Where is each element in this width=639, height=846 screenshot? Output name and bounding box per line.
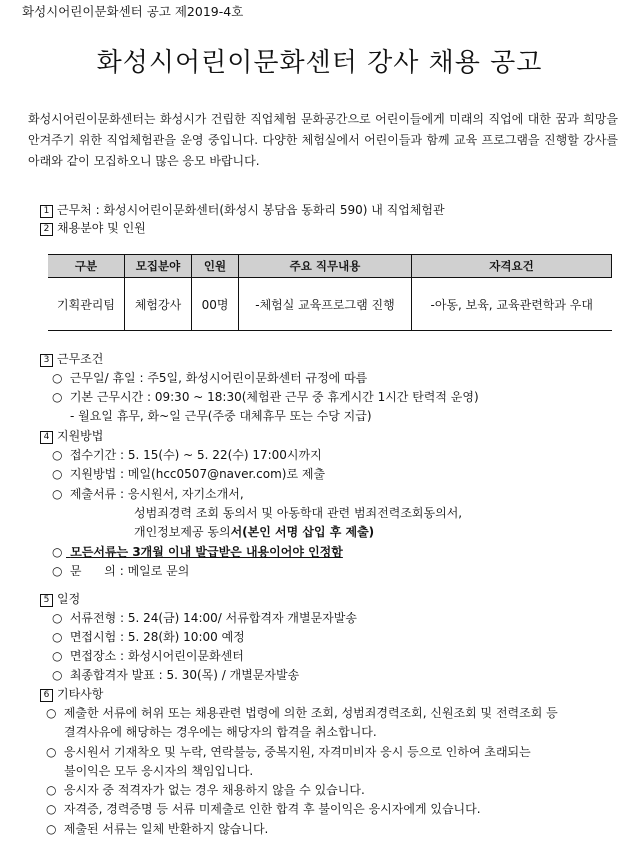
list-item xyxy=(52,628,245,645)
docs-text: 개인정보제공 동의 xyxy=(134,525,231,539)
bullet-icon: ○ xyxy=(52,611,63,625)
section-number: 1 xyxy=(40,205,53,218)
section-text: 일정 xyxy=(57,592,81,606)
bullet-icon: ○ xyxy=(46,745,57,759)
bullet-icon: ○ xyxy=(52,467,63,481)
table-header-cell: 구분 xyxy=(48,255,125,278)
section-number: 3 xyxy=(40,354,53,367)
section-apply xyxy=(40,427,103,444)
bullet-icon: ○ xyxy=(52,448,63,462)
section-text: 채용분야 및 인원 xyxy=(57,221,146,235)
list-item xyxy=(52,465,325,482)
section-text: 지원방법 xyxy=(57,429,104,443)
section-number: 2 xyxy=(40,223,53,236)
list-item-text: 면접장소 : 화성시어린이문화센터 xyxy=(69,649,244,663)
list-item xyxy=(52,562,189,579)
list-item-continuation: 불이익은 모두 응시자의 책임입니다. xyxy=(64,764,254,778)
list-item-text: 지원방법 : 메일(hcc0507@naver.com)로 제출 xyxy=(69,467,326,481)
list-item xyxy=(46,743,531,760)
list-item xyxy=(52,666,299,683)
section-number: 4 xyxy=(40,431,53,444)
document-number: 화성시어린이문화센터 공고 제2019-4호 xyxy=(22,4,244,19)
list-item xyxy=(46,781,365,798)
bullet-icon: ○ xyxy=(46,802,57,816)
table-header-cell: 자격요건 xyxy=(412,255,612,278)
section-number: 6 xyxy=(40,689,53,702)
table-cell: 00명 xyxy=(192,278,239,331)
list-item-text: 응시자 중 적격자가 없는 경우 채용하지 않을 수 있습니다. xyxy=(63,783,365,797)
list-item xyxy=(52,369,367,386)
section-text: 기타사항 xyxy=(57,687,104,701)
list-item-text: 응시원서 기재착오 및 누락, 연락불능, 중복지원, 자격미비자 응시 등으로 인하여 초래되는 xyxy=(63,745,531,759)
section-recruitment xyxy=(40,219,146,236)
intro-paragraph: 화성시어린이문화센터는 화성시가 건립한 직업체험 문화공간으로 어린이들에게 미래의 직업에 대한 꿈과 희망을 안겨주기 위한 직업체험관을 운영 중입니다. 다양한 체험실에서 어린이들과 함께 교육 프로그램을 진행할 강사를 아래와 같이 모집하오니 많은 응모 바랍니다. xyxy=(28,112,618,168)
bullet-icon: ○ xyxy=(52,487,63,501)
bullet-icon: ○ xyxy=(46,706,57,720)
table-header-row xyxy=(48,255,612,278)
section-other xyxy=(40,685,103,702)
list-item xyxy=(52,446,322,463)
table-cell: 기획관리팀 xyxy=(48,278,125,331)
section-conditions xyxy=(40,350,103,367)
list-item-text: 근무일/ 휴일 : 주5일, 화성시어린이문화센터 규정에 따름 xyxy=(69,371,368,385)
bullet-icon: ○ xyxy=(52,564,63,578)
bullet-icon: ○ xyxy=(52,649,63,663)
list-item-text: 제출한 서류에 허위 또는 채용관련 법령에 의한 조회, 성범죄경력조회, 신원조회 및 전력조회 등 xyxy=(63,706,558,720)
table-header-cell: 주요 직무내용 xyxy=(239,255,412,278)
list-item xyxy=(52,647,244,664)
list-item-text: 면접시험 : 5. 28(화) 10:00 예정 xyxy=(69,630,245,644)
docs-line xyxy=(134,523,374,540)
docs-line: 성범죄경력 조회 동의서 및 아동학대 관련 범죄전력조회동의서, xyxy=(134,506,463,520)
recruitment-table xyxy=(48,254,612,331)
list-item-text: 제출서류 : 응시원서, 자기소개서, xyxy=(69,487,244,501)
table-header-cell: 모집분야 xyxy=(125,255,192,278)
notice-text: 모든서류는 3개월 이내 발급받은 내용이어야 인정함 xyxy=(70,545,343,559)
list-subitem: - 월요일 휴무, 화~일 근무(주중 대체휴무 또는 수당 지급) xyxy=(70,409,372,423)
list-item-text: 최종합격자 발표 : 5. 30(목) / 개별문자발송 xyxy=(69,668,300,682)
list-item xyxy=(46,704,558,721)
table-header-cell: 인원 xyxy=(192,255,239,278)
list-item-text: 문 의 : 메일로 문의 xyxy=(69,564,190,578)
section-number: 5 xyxy=(40,594,53,607)
list-item-text: 서류전형 : 5. 24(금) 14:00/ 서류합격자 개별문자발송 xyxy=(69,611,357,625)
list-item xyxy=(46,800,481,817)
docs-emphasis: 서(본인 서명 삽입 후 제출) xyxy=(230,525,375,539)
bullet-icon: ○ xyxy=(52,371,63,385)
table-cell: -체험실 교육프로그램 진행 xyxy=(239,278,412,331)
bullet-icon: ○ xyxy=(46,822,57,836)
list-item-text: 접수기간 : 5. 15(수) ~ 5. 22(수) 17:00시까지 xyxy=(69,448,322,462)
list-item xyxy=(46,820,268,837)
table-cell: -아동, 보육, 교육관련학과 우대 xyxy=(412,278,612,331)
bullet-icon: ○ xyxy=(52,390,63,404)
bullet-icon: ○ xyxy=(52,668,63,682)
notice-line xyxy=(52,543,343,560)
list-item xyxy=(52,485,244,502)
list-item xyxy=(52,609,357,626)
section-text: 근무조건 xyxy=(57,352,104,366)
table-cell: 체험강사 xyxy=(125,278,192,331)
list-item-continuation: 결격사유에 해당하는 경우에는 해당자의 합격을 취소합니다. xyxy=(64,725,377,739)
list-item-text: 기본 근무시간 : 09:30 ~ 18:30(체험관 근무 중 휴게시간 1시간 탄력적 운영) xyxy=(69,390,479,404)
list-item-text: 제출된 서류는 일체 반환하지 않습니다. xyxy=(63,822,269,836)
list-item-text: 자격증, 경력증명 등 서류 미제출로 인한 합격 후 불이익은 응시자에게 있습니다. xyxy=(63,802,481,816)
page-title: 화성시어린이문화센터 강사 채용 공고 xyxy=(96,48,543,78)
section-text: 근무처 : 화성시어린이문화센터(화성시 봉담읍 동화리 590) 내 직업체험관 xyxy=(57,203,445,217)
bullet-icon: ○ xyxy=(46,783,57,797)
table-row xyxy=(48,278,612,331)
list-item xyxy=(52,388,479,405)
section-schedule xyxy=(40,590,80,607)
section-workplace xyxy=(40,201,445,218)
bullet-icon: ○ xyxy=(52,630,63,644)
bullet-icon: ○ xyxy=(52,545,63,559)
